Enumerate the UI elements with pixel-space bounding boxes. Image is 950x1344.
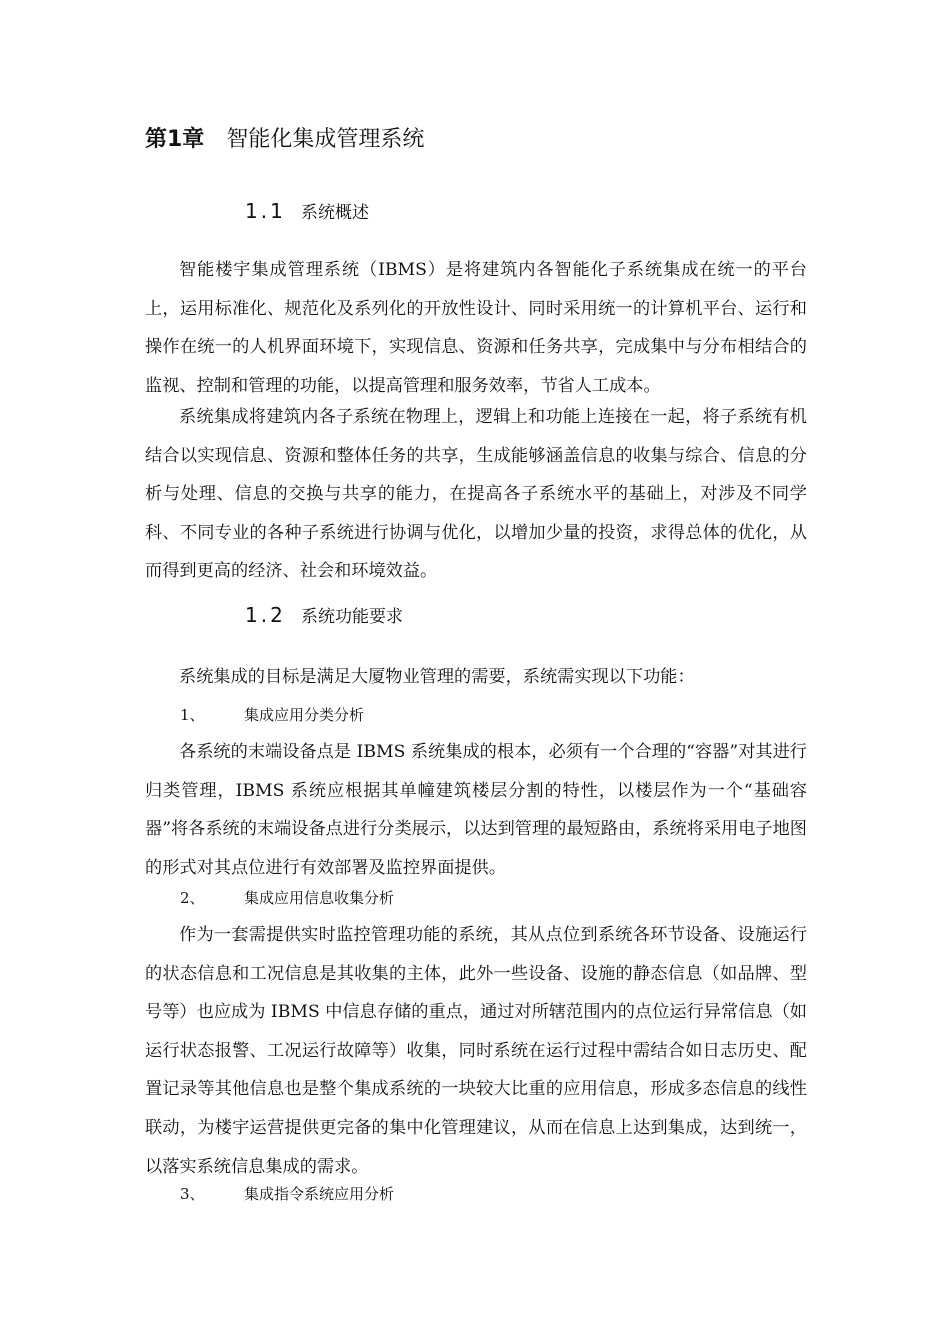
item-heading-3 [180,1180,394,1208]
item-number: 3、 [180,1185,205,1203]
item-number: 2、 [180,889,205,907]
item-title: 集成指令系统应用分析 [244,1185,395,1203]
section-title: 系统概述 [301,203,369,223]
item-number: 1、 [180,706,205,724]
paragraph-item-1: 各系统的末端设备点是 IBMS 系统集成的根本，必须有一个合理的“容器”对其进行归类管理，IBMS 系统应根据其单幢建筑楼层分割的特性，以楼层作为一个“基础容器”将各系统的末端设备点进行分类展示，以达到管理的最短路由，系统将采用电子地图的形式对其点位进行有效部署及监控界面提供。 [145,742,807,878]
chapter-number: 第1章 [145,127,205,152]
paragraph-item-2: 作为一套需提供实时监控管理功能的系统，其从点位到系统各环节设备、设施运行的状态信息和工况信息是其收集的主体，此外一些设备、设施的静态信息（如品牌、型号等）也应成为 IBMS 中信息存储的重点，通过对所辖范围内的点位运行异常信息（如运行状态报警、工况运行故障等）收集，同时系统在运行过程中需结合如日志历史、配置记录等其他信息也是整个集成系统的一块较大比重的应用信息，形成多态信息的线性联动，为楼宇运营提供更完备的集中化管理建议，从而在信息上达到集成，达到统一，以落实系统信息集成的需求。 [145,925,807,1177]
item-title: 集成应用信息收集分析 [244,889,395,907]
section-heading-1-1 [245,197,369,227]
section-heading-1-2 [245,601,403,631]
paragraph-overview-1: 智能楼宇集成管理系统（IBMS）是将建筑内各智能化子系统集成在统一的平台上，运用标准化、规范化及系列化的开放性设计、同时采用统一的计算机平台、运行和操作在统一的人机界面环境下，实现信息、资源和任务共享，完成集中与分布相结合的监视、控制和管理的功能，以提高管理和服务效率，节省人工成本。 [145,260,807,396]
section-number: 1.2 [245,603,286,627]
chapter-title [145,124,424,156]
item-title: 集成应用分类分析 [244,706,365,724]
paragraph-requirements-intro: 系统集成的目标是满足大厦物业管理的需要，系统需实现以下功能： [179,667,695,687]
chapter-title-text: 智能化集成管理系统 [226,127,425,152]
section-number: 1.1 [245,199,286,223]
item-heading-1 [180,701,364,729]
section-title: 系统功能要求 [301,607,403,627]
paragraph-overview-2: 系统集成将建筑内各子系统在物理上，逻辑上和功能上连接在一起，将子系统有机结合以实现信息、资源和整体任务的共享，生成能够涵盖信息的收集与综合、信息的分析与处理、信息的交换与共享的能力，在提高各子系统水平的基础上，对涉及不同学科、不同专业的各种子系统进行协调与优化，以增加少量的投资，求得总体的优化，从而得到更高的经济、社会和环境效益。 [145,407,807,582]
item-heading-2 [180,884,394,912]
